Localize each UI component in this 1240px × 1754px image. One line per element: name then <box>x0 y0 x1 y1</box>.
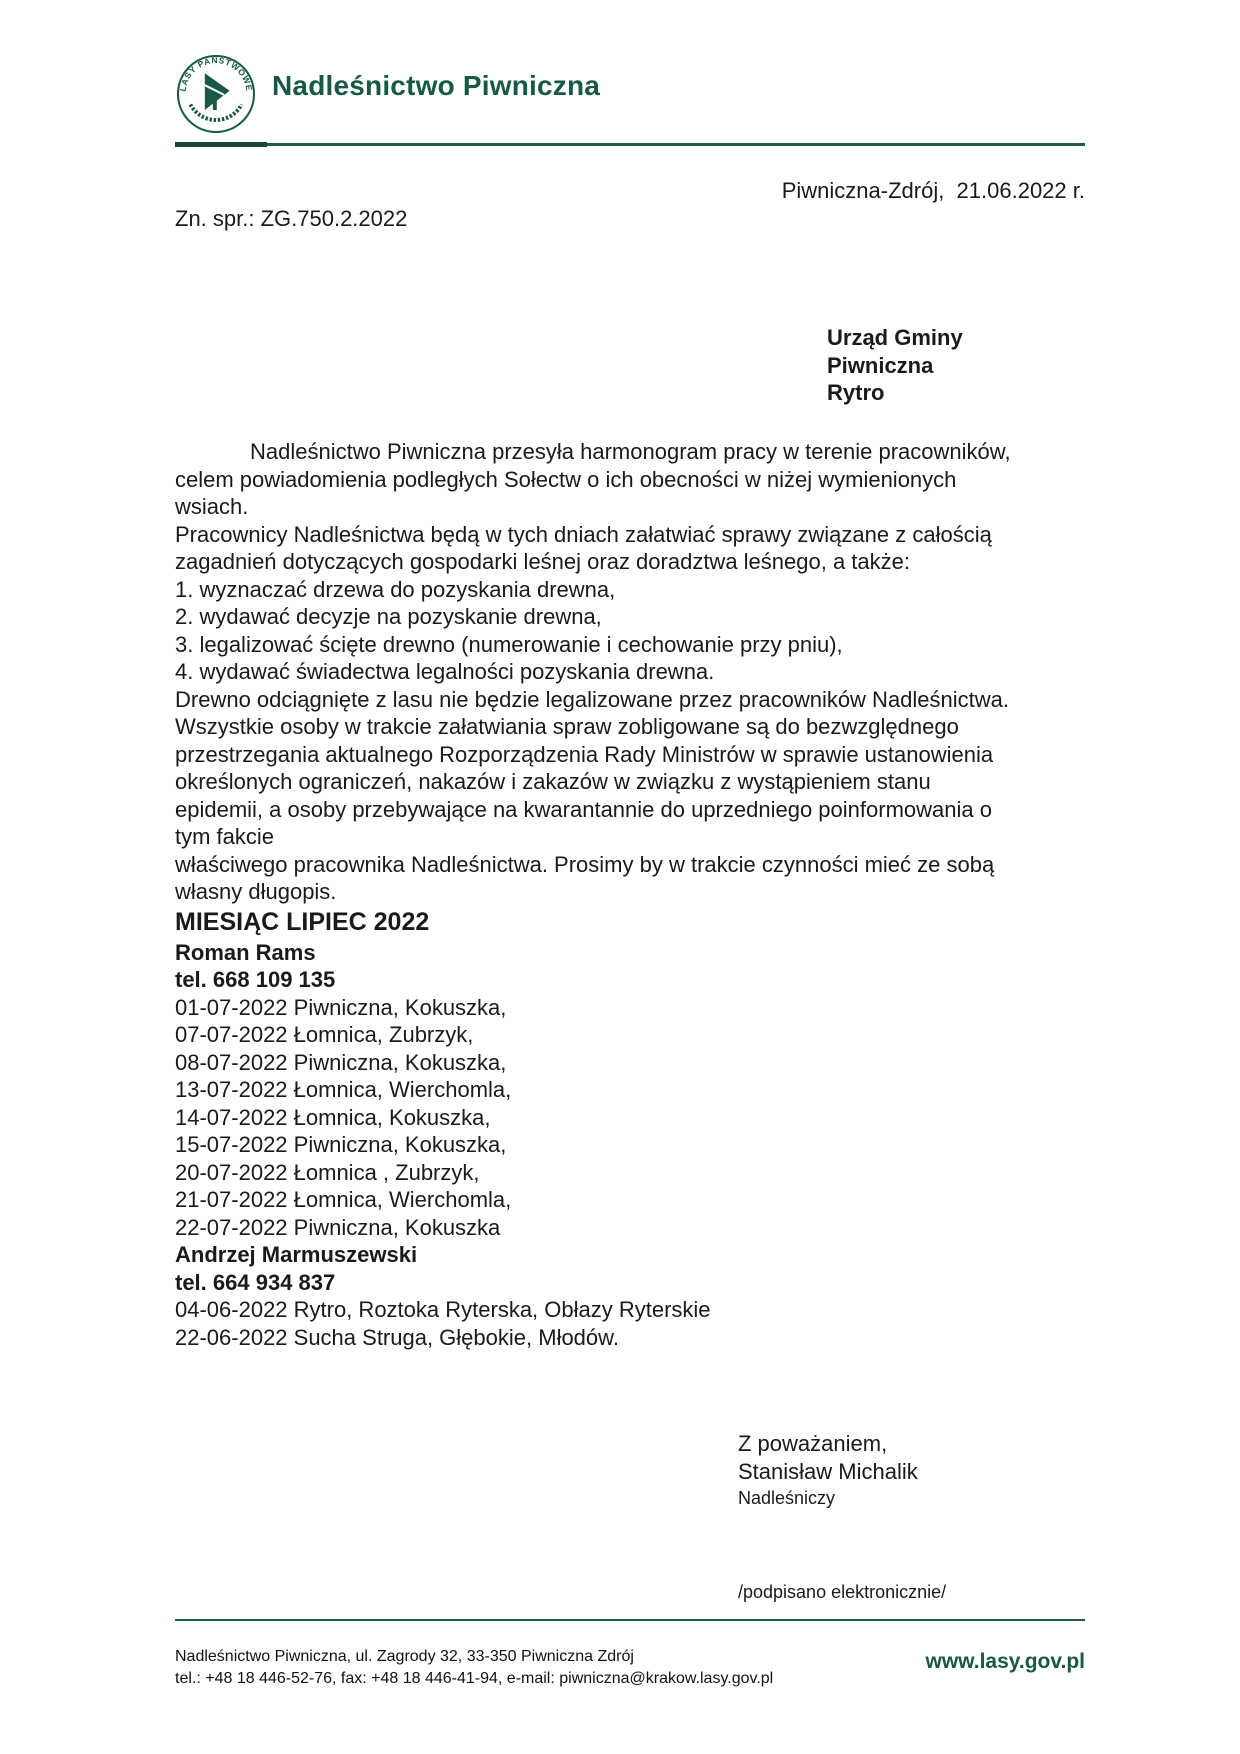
body-line: tel. 664 934 837 <box>175 1269 336 1295</box>
letterhead-brand-title: Nadleśnictwo Piwniczna <box>272 70 601 101</box>
signature-block <box>738 1430 918 1510</box>
body-line: Andrzej Marmuszewski <box>175 1242 418 1267</box>
body-line: 14-07-2022 Łomnica, Kokuszka, <box>175 1104 491 1130</box>
reference-number: Zn. spr.: ZG.750.2.2022 <box>175 206 408 231</box>
body-line: zagadnień dotyczących gospodarki leśnej oraz doradztwa leśnego, a także: <box>175 549 911 574</box>
body-line: 1. wyznaczać drzewa do pozyskania drewna, <box>175 576 616 602</box>
body-line: Drewno odciągnięte z lasu nie będzie legalizowane przez pracowników Nadleśnictwa. <box>175 686 1010 712</box>
body-line: 15-07-2022 Piwniczna, Kokuszka, <box>175 1132 507 1157</box>
letter-date: Piwniczna-Zdrój, 21.06.2022 r. <box>781 178 1085 203</box>
addressee-line: Rytro <box>827 380 885 405</box>
addressee-line: Piwniczna <box>827 352 934 378</box>
body-line: przestrzegania aktualnego Rozporządzenia Rady Ministrów w sprawie ustanowienia <box>175 741 994 767</box>
body-line: Roman Rams <box>175 939 316 965</box>
footer-website: www.lasy.gov.pl <box>925 1650 1085 1673</box>
body-line: określonych ograniczeń, nakazów i zakazów w związku z wystąpieniem stanu <box>175 769 931 794</box>
footer-divider <box>175 1619 1085 1621</box>
body-line: 3. legalizować ścięte drewno (numerowanie i cechowanie przy pniu), <box>175 631 843 657</box>
body-line: 22-06-2022 Sucha Struga, Głębokie, Młodów. <box>175 1324 619 1350</box>
body-line: 01-07-2022 Piwniczna, Kokuszka, <box>175 994 507 1020</box>
signature-closing: Z poważaniem, <box>738 1431 888 1456</box>
body-line: celem powiadomienia podległych Sołectw o ich obecności w niżej wymienionych <box>175 466 957 492</box>
body-line: 2. wydawać decyzje na pozyskanie drewna, <box>175 604 602 629</box>
body-line: 08-07-2022 Piwniczna, Kokuszka, <box>175 1049 507 1075</box>
body-line: MIESIĄC LIPIEC 2022 <box>175 907 430 936</box>
body-line: 04-06-2022 Rytro, Roztoka Ryterska, Obłazy Ryterskie <box>175 1297 711 1322</box>
footer-contact: tel.: +48 18 446-52-76, fax: +48 18 446-41-94, e-mail: piwniczna@krakow.lasy.gov.pl <box>175 1670 774 1687</box>
seal-ring-text: LASY PAŃSTWOWE <box>177 55 255 93</box>
body-line: właściwego pracownika Nadleśnictwa. Prosimy by w trakcie czynności mieć ze sobą <box>175 851 995 877</box>
body-line: 13-07-2022 Łomnica, Wierchomla, <box>175 1077 512 1102</box>
lasy-panstwowe-seal-icon <box>176 54 256 134</box>
body-line: tym fakcie <box>175 824 275 849</box>
body-line: własny długopis. <box>175 879 337 904</box>
body-line: 20-07-2022 Łomnica , Zubrzyk, <box>175 1159 480 1185</box>
electronic-signature-note: /podpisano elektronicznie/ <box>738 1582 947 1602</box>
body-line: tel. 668 109 135 <box>175 967 336 992</box>
addressee-block <box>827 324 963 407</box>
footer-address: Nadleśnictwo Piwniczna, ul. Zagrody 32, 33-350 Piwniczna Zdrój <box>175 1648 634 1665</box>
footer-contact-block <box>175 1646 773 1690</box>
body-line: 22-07-2022 Piwniczna, Kokuszka <box>175 1214 501 1240</box>
addressee-line: Urząd Gminy <box>827 325 963 350</box>
body-line: epidemii, a osoby przebywające na kwarantannie do uprzedniego poinformowania o <box>175 796 992 822</box>
signature-name: Stanisław Michalik <box>738 1459 918 1484</box>
body-line: 4. wydawać świadectwa legalności pozyskania drewna. <box>175 659 715 684</box>
signature-title: Nadleśniczy <box>738 1488 836 1508</box>
body-line: Wszystkie osoby w trakcie załatwiania spraw zobligowane są do bezwzględnego <box>175 714 959 739</box>
body-line: 21-07-2022 Łomnica, Wierchomla, <box>175 1187 512 1212</box>
letter-body <box>175 438 1087 1351</box>
body-line: Pracownicy Nadleśnictwa będą w tych dniach załatwiać sprawy związane z całością <box>175 521 992 547</box>
body-line: wsiach. <box>175 494 249 519</box>
body-line: 07-07-2022 Łomnica, Zubrzyk, <box>175 1022 474 1047</box>
letterhead-divider <box>175 142 1085 148</box>
body-line: Nadleśnictwo Piwniczna przesyła harmonogram pracy w terenie pracowników, <box>250 439 1011 464</box>
